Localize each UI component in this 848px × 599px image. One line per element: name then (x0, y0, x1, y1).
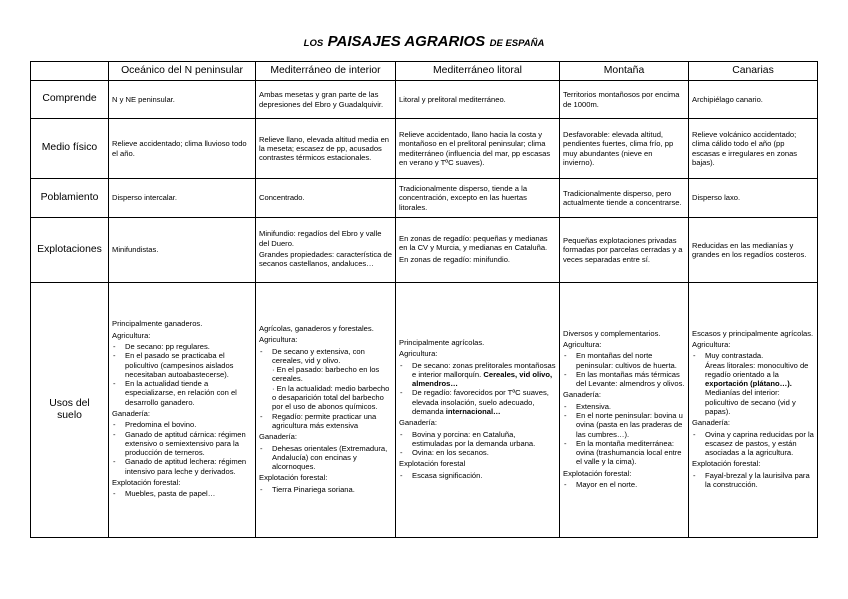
list-item: - Muebles, pasta de papel… (112, 489, 252, 498)
row-header-line: suelo (57, 410, 82, 421)
table-cell: Disperso intercalar. (109, 179, 256, 218)
cell-paragraph: En zonas de regadío: pequeñas y medianas en la CV y Murcia, y medianas en Cataluña. (399, 234, 548, 253)
table-cell: Relieve volcánico accidentado; clima cálido todo el año (pp escasas e irregulares en zonas bajas). (689, 119, 818, 179)
table-cell: Relieve accidentado, llano hacia la costa y montañoso en el prelitoral peninsular; clima mediterráneo (influencia del mar, pp escasas en verano y TºC suaves). (396, 119, 560, 179)
bullet-list (259, 347, 392, 431)
list-item: - Escasa significación. (399, 471, 556, 480)
list-item (399, 361, 556, 389)
table-cell: Concentrado. (256, 179, 396, 218)
section-label: Explotación forestal (399, 459, 466, 469)
table-cell: Reducidas en las medianías y grandes en los regadíos costeros. (689, 218, 818, 283)
table-cell: Litoral y prelitoral mediterráneo. (396, 81, 560, 119)
row-usos-suelo (31, 283, 818, 538)
row-header-poblamiento: Poblamiento (31, 179, 109, 218)
table-cell: Minifundistas. (109, 218, 256, 283)
section-label: Ganadería: (399, 418, 437, 428)
list-item: - Muy contrastada. (692, 351, 814, 360)
list-item (692, 361, 814, 389)
table-cell: Ambas mesetas y gran parte de las depresiones del Ebro y Guadalquivir. (256, 81, 396, 119)
bullet-list (692, 351, 814, 416)
col-header-med-litoral: Mediterráneo litoral (396, 62, 560, 81)
cell-paragraph: Agrícolas, ganaderos y forestales. (259, 323, 374, 333)
item-text: De secano: zonas prelitorales montañosas e interior mallorquín. (412, 360, 556, 379)
table-cell (396, 283, 560, 538)
table-cell: Archipiélago canario. (689, 81, 818, 119)
col-header-canarias: Canarias (689, 62, 818, 81)
section-label: Explotación forestal: (112, 478, 181, 488)
list-item: - En el norte peninsular: bovina u ovina (pasta en las praderas de las cumbres…). (563, 411, 685, 439)
list-item: - Bovina y porcina: en Cataluña, estimuladas por la demanda urbana. (399, 430, 556, 449)
table-cell (256, 283, 396, 538)
bullet-list (399, 471, 556, 480)
bullet-list (112, 420, 252, 476)
cell-paragraph: Diversos y complementarios. (563, 328, 661, 338)
list-item: - Ovina: en los secanos. (399, 448, 556, 457)
page-title (0, 33, 848, 51)
section-label: Ganadería: (563, 390, 601, 400)
bullet-list (112, 489, 252, 498)
section-label: Agricultura: (692, 339, 731, 349)
section-label: Ganadería: (259, 432, 297, 442)
section-label: Ganadería: (692, 418, 730, 428)
row-medio-fisico (31, 119, 818, 179)
table-cell: Desfavorable: elevada altitud, pendientes fuertes, clima frío, pp muy abundantes (nieve en invierno). (560, 119, 689, 179)
section-label: Explotación forestal: (692, 459, 761, 469)
section-label: Explotación forestal: (563, 468, 632, 478)
cell-paragraph: En zonas de regadío: minifundio. (399, 254, 511, 264)
cell-paragraph: Principalmente agrícolas. (399, 337, 485, 347)
bullet-list (112, 342, 252, 407)
list-item: - En la montaña mediterránea: ovina (trashumancia local entre el valle y la cima). (563, 439, 685, 467)
table-cell: N y NE peninsular. (109, 81, 256, 119)
col-header-montana: Montaña (560, 62, 689, 81)
table-cell (109, 283, 256, 538)
list-item: - Ganado de aptitud cárnica: régimen extensivo o semiextensivo para la producción de terneros. (112, 430, 252, 458)
bullet-list (563, 402, 685, 467)
table-cell: Tradicionalmente disperso, tiende a la concentración, excepto en las huertas litorales. (396, 179, 560, 218)
list-item: - En el pasado se practicaba el policultivo (campesinos aislados necesitaban autoabastecerse). (112, 351, 252, 379)
bullet-list (259, 485, 392, 494)
table-cell: Relieve accidentado; clima lluvioso todo el año. (109, 119, 256, 179)
bullet-list (563, 351, 685, 388)
row-poblamiento (31, 179, 818, 218)
list-item: - En las montañas más térmicas del Levante: almendros y olivos. (563, 370, 685, 389)
item-text: De regadío: favorecidos por TºC suaves, elevada insolación, suelo adecuado, demanda (412, 388, 549, 416)
table-cell: Relieve llano, elevada altitud media en la meseta; escasez de pp, acusados contrastes térmicos estacionales. (256, 119, 396, 179)
bullet-list (692, 471, 814, 490)
corner-cell (31, 62, 109, 81)
row-header-comprende: Comprende (31, 81, 109, 119)
col-header-med-interior: Mediterráneo de interior (256, 62, 396, 81)
title-suffix: DE ESPAÑA (489, 38, 545, 49)
list-item: - Ganado de aptitud lechera: régimen intensivo para leche y derivados. (112, 457, 252, 476)
section-label: Ganadería: (112, 409, 150, 418)
row-comprende (31, 81, 818, 119)
header-row (31, 62, 818, 81)
cell-paragraph: Minifundio: regadíos del Ebro y valle del Duero. (259, 229, 382, 248)
section-label: Explotación forestal: (259, 473, 328, 483)
list-item: · En la actualidad: medio barbecho o desaparición total del barbecho por el uso de abonos químicos. (272, 383, 390, 412)
list-item: - Tierra Pinariega soriana. (259, 485, 392, 494)
list-item: - De secano: pp regulares. (112, 342, 252, 351)
list-item: - Extensiva. (563, 402, 685, 411)
landscapes-table (30, 61, 818, 538)
row-header-explotaciones: Explotaciones (31, 218, 109, 283)
table-cell: Disperso laxo. (689, 179, 818, 218)
row-header-medio-fisico: Medio físico (31, 119, 109, 179)
col-header-oceanico: Oceánico del N peninsular (109, 62, 256, 81)
table-cell (560, 283, 689, 538)
list-item: - Mayor en el norte. (563, 480, 685, 489)
title-main: PAISAJES AGRARIOS (327, 33, 486, 50)
cell-paragraph: Principalmente ganaderos. (112, 319, 203, 329)
section-label: Agricultura: (399, 349, 438, 359)
cell-paragraph: Grandes propiedades: característica de secanos castellanos, andaluces… (259, 250, 392, 269)
table-cell: Territorios montañosos por encima de 1000m. (560, 81, 689, 119)
bullet-list (399, 430, 556, 458)
item-text-bold: exportación (plátano…). (705, 379, 792, 389)
table-cell (256, 218, 396, 283)
section-label: Agricultura: (259, 335, 298, 345)
bullet-list (692, 430, 814, 458)
bullet-list (259, 444, 392, 472)
row-header-usos-suelo (31, 283, 109, 538)
list-item: - En montañas del norte peninsular: cultivos de huerta. (563, 351, 685, 370)
section-label: Agricultura: (112, 330, 151, 340)
list-item: Medianías del interior: policultivo de secano (vid y papas). (705, 388, 796, 416)
list-item: - Ovina y caprina reducidas por la escasez de pastos, y están asociadas a la agricultura. (692, 430, 814, 458)
list-item: - Predomina el bovino. (112, 420, 252, 429)
list-item: - Regadío: permite practicar una agricultura más extensiva (259, 412, 392, 431)
item-text-bold: internacional… (445, 407, 501, 416)
table-cell: Tradicionalmente disperso, pero actualmente tiende a concentrarse. (560, 179, 689, 218)
row-explotaciones (31, 218, 818, 283)
row-header-line: Usos del (49, 397, 90, 409)
list-item (399, 388, 556, 416)
list-item: · En el pasado: barbecho en los cereales. (272, 365, 380, 384)
title-prefix: LOS (303, 38, 324, 49)
list-item: - De secano y extensiva, con cereales, vid y olivo. (259, 347, 392, 366)
table-cell (689, 283, 818, 538)
section-label: Agricultura: (563, 339, 602, 349)
list-item: - Fayal-brezal y la laurisilva para la construcción. (692, 471, 814, 490)
item-text-bold: Cereales, vid olivo, almendros… (412, 369, 553, 389)
bullet-list (563, 480, 685, 489)
list-item: - En la actualidad tiende a especializarse, en relación con el desarrollo ganadero. (112, 379, 252, 407)
table-cell: Pequeñas explotaciones privadas formadas por parcelas cerradas y a veces separadas entre sí. (560, 218, 689, 283)
bullet-list (399, 361, 556, 417)
item-text: Áreas litorales: monocultivo de regadío orientado a la (705, 360, 809, 379)
table-cell (396, 218, 560, 283)
list-item: - Dehesas orientales (Extremadura, Andalucía) con encinas y alcornoques. (259, 444, 392, 472)
cell-paragraph: Escasos y principalmente agrícolas. (692, 328, 814, 338)
